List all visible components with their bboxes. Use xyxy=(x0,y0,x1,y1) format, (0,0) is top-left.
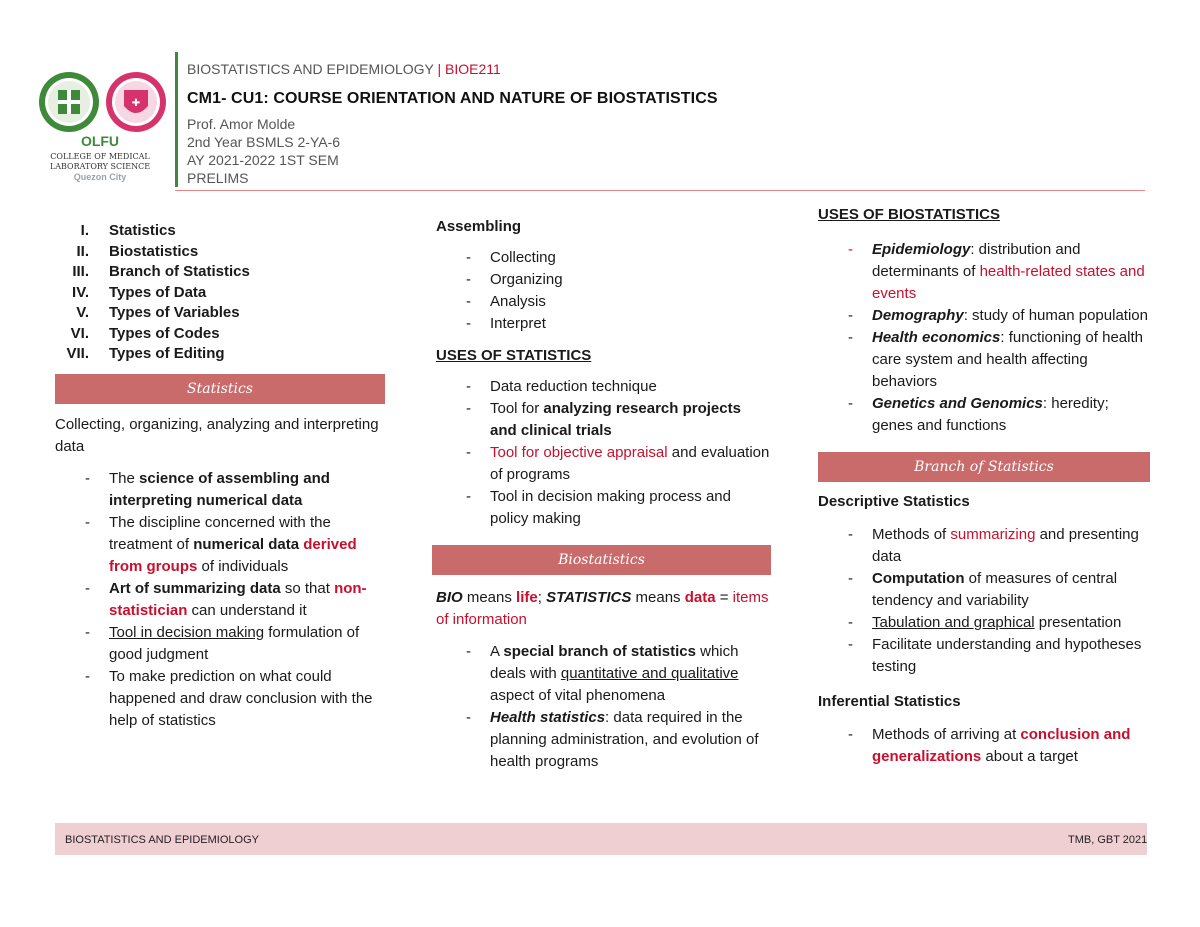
list-item: - Facilitate understanding and hypotheses testing xyxy=(848,636,1142,675)
term: PRELIMS xyxy=(187,170,249,186)
academic-year: AY 2021-2022 1ST SEM xyxy=(187,152,339,168)
list-item: - Epidemiology: distribution and determinants of health-related states and events xyxy=(848,241,1145,302)
list-item: - Data reduction technique xyxy=(466,378,657,395)
list-item: - Health statistics: data required in the planning administration, and evolution of health programs xyxy=(466,709,759,770)
list-item: - Methods of arriving at conclusion and generalizations about a target xyxy=(848,726,1131,765)
statistics-definition: Collecting, organizing, analyzing and interpreting data xyxy=(55,415,379,455)
logo-line-1: COLLEGE OF MEDICAL xyxy=(50,152,150,161)
list-item: - Art of summarizing data so that non-statistician can understand it xyxy=(85,579,367,619)
list-item: - Genetics and Genomics: heredity; genes and functions xyxy=(848,395,1109,434)
descriptive-statistics-list xyxy=(818,524,1150,678)
list-item: - Tool in decision making formulation of good judgment xyxy=(85,623,360,663)
course-separator: | xyxy=(433,61,446,77)
list-item: - Organizing xyxy=(466,271,563,288)
toc-item: VII. Types of Editing xyxy=(66,345,225,362)
list-item: - Tool for analyzing research projects and clinical trials xyxy=(466,400,741,439)
toc-item: VI. Types of Codes xyxy=(70,324,220,342)
toc-item: IV. Types of Data xyxy=(72,283,207,301)
svg-text:✚: ✚ xyxy=(131,98,141,109)
header-meta xyxy=(187,115,340,187)
list-item: - The discipline concerned with the treatment of numerical data derived from groups of individuals xyxy=(85,513,357,575)
toc-item: III. Branch of Statistics xyxy=(72,263,250,280)
footer-right-text: TMB, GBT 2021 xyxy=(1068,834,1148,846)
inferential-statistics-heading: Inferential Statistics xyxy=(818,693,961,710)
column-3 xyxy=(818,204,1150,768)
logo-line-2: LABORATORY SCIENCE xyxy=(49,162,151,171)
list-item: - Tool in decision making process and policy making xyxy=(466,488,731,527)
logo-line-3: Quezon City xyxy=(73,172,127,182)
college-logos xyxy=(36,62,176,187)
header-divider-horizontal xyxy=(175,190,1145,191)
document-title: CM1- CU1: COURSE ORIENTATION AND NATURE OF BIOSTATISTICS xyxy=(187,90,718,107)
section: 2nd Year BSMLS 2-YA-6 xyxy=(187,134,341,150)
course-line xyxy=(187,61,501,77)
toc-item: I. Statistics xyxy=(80,222,176,239)
descriptive-statistics-heading: Descriptive Statistics xyxy=(818,493,970,510)
uses-of-statistics-heading: USES OF STATISTICS xyxy=(436,347,592,364)
assembling-heading: Assembling xyxy=(436,218,522,235)
list-item: - Health economics: functioning of health care system and health affecting behaviors xyxy=(848,329,1143,390)
list-item: - Demography: study of human population xyxy=(848,307,1148,324)
course-name: BIOSTATISTICS AND EPIDEMIOLOGY xyxy=(187,61,434,77)
list-item: - Analysis xyxy=(466,293,546,310)
professor: Prof. Amor Molde xyxy=(187,116,296,132)
footer-left-text: BIOSTATISTICS AND EPIDEMIOLOGY xyxy=(65,834,259,846)
toc-item: II. Biostatistics xyxy=(76,242,199,260)
assembling-list xyxy=(436,247,771,335)
header-divider-vertical xyxy=(175,52,178,187)
list-item: - The science of assembling and interpreting numerical data xyxy=(85,469,330,509)
statistics-list xyxy=(55,468,385,732)
list-item: - Methods of summarizing and presenting data xyxy=(848,526,1139,565)
list-item: - Tool for objective appraisal and evaluation of programs xyxy=(466,444,770,483)
list-item: - Collecting xyxy=(466,249,556,266)
section-band-biostatistics: Biostatistics xyxy=(432,545,771,575)
seal-logos xyxy=(36,62,176,187)
column-1 xyxy=(55,221,385,732)
table-of-contents xyxy=(55,221,385,365)
list-item: - A special branch of statistics which deals with quantitative and qualitative aspect of vital phenomena xyxy=(466,643,739,704)
logo-olfu-text: OLFU xyxy=(80,133,120,149)
biostatistics-list xyxy=(436,641,771,773)
uses-of-biostatistics-list xyxy=(818,239,1150,437)
list-item: - Tabulation and graphical presentation xyxy=(848,614,1122,631)
list-item: - Interpret xyxy=(466,315,546,332)
uses-of-biostatistics-heading: USES OF BIOSTATISTICS xyxy=(818,206,1000,223)
toc-item: V. Types of Variables xyxy=(76,304,240,321)
list-item: - To make prediction on what could happened and draw conclusion with the help of statistics xyxy=(85,667,373,729)
section-band-branch-of-statistics: Branch of Statistics xyxy=(818,452,1150,482)
inferential-statistics-list xyxy=(818,724,1150,768)
list-item: - Computation of measures of central tendency and variability xyxy=(848,570,1118,609)
uses-of-statistics-list xyxy=(436,376,771,530)
column-2 xyxy=(436,216,771,773)
biostatistics-definition: BIO means life; STATISTICS means data = items of information xyxy=(436,589,769,628)
section-band-statistics: Statistics xyxy=(55,374,385,404)
course-code: BIOE211 xyxy=(445,61,501,77)
